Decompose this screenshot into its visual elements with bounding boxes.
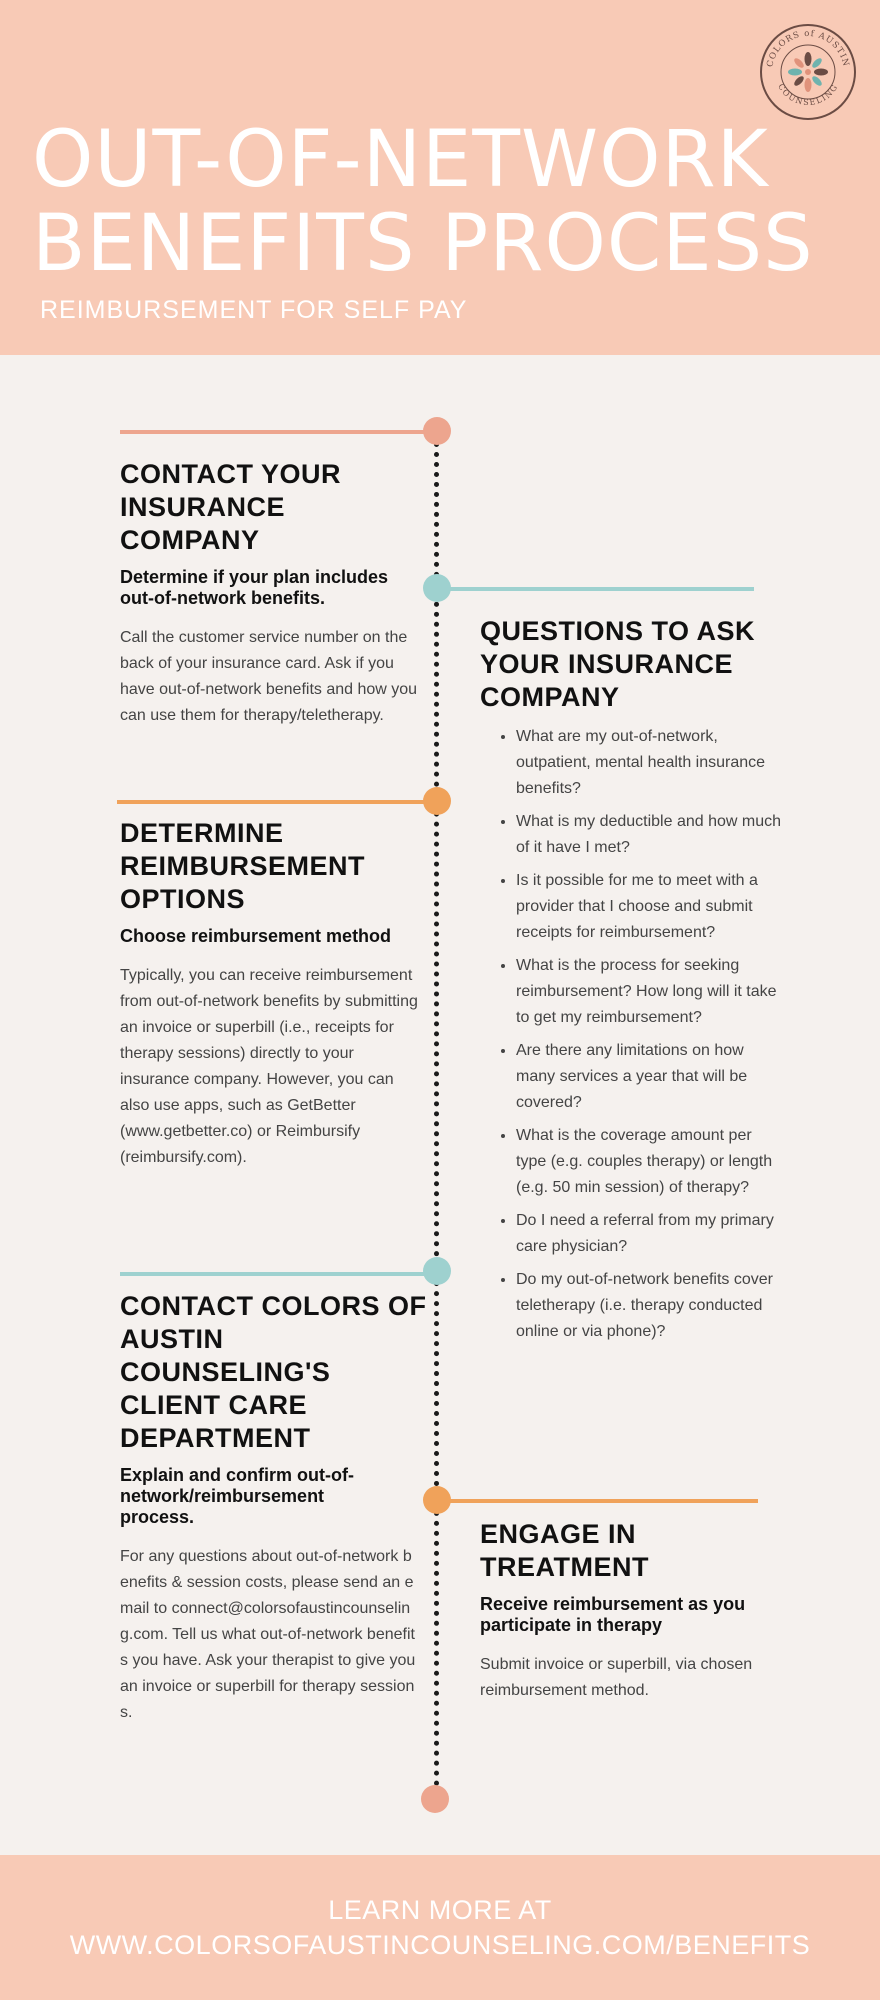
footer-website-link[interactable]: WWW.COLORSOFAUSTINCOUNSELING.COM/BENEFITS xyxy=(69,1930,811,1960)
timeline-end-dot xyxy=(421,1785,449,1813)
list-item: • What is my deductible and how much of it have I met? xyxy=(516,809,785,861)
list-item: • What is the coverage amount per type (e.g. couples therapy) or length (e.g. 50 min session) of therapy? xyxy=(516,1123,785,1201)
page-title xyxy=(32,115,814,289)
step-engage xyxy=(480,1518,780,1704)
list-item: • Is it possible for me to meet with a provider that I choose and submit receipts for reimbursement? xyxy=(516,868,785,946)
step-body: For any questions about out-of-network benefits & session costs, please send an email to connect@colorsofaustincounseling.com. Tell us what out-of-network benefits you have. Ask your therapist to give you an invoice or superbill for therapy sessions. xyxy=(120,1548,416,1721)
questions-list xyxy=(480,724,785,1345)
step-title: DETERMINE REIMBURSEMENT OPTIONS xyxy=(120,818,366,914)
list-item: • Are there any limitations on how many services a year that will be covered? xyxy=(516,1038,785,1116)
step-title: QUESTIONS TO ASK YOUR INSURANCE COMPANY xyxy=(480,616,756,712)
step-contact-colors xyxy=(120,1290,438,1726)
footer-banner xyxy=(0,1855,880,2000)
connector-engage xyxy=(440,1499,758,1503)
logo-ring-bottom-text: COUNSELING xyxy=(776,82,840,108)
step-subtitle: Determine if your plan includes out-of-network benefits. xyxy=(120,567,389,608)
step-subtitle: Receive reimbursement as you participate in therapy xyxy=(480,1594,746,1635)
footer-learn-more: LEARN MORE AT xyxy=(328,1895,552,1925)
step-questions xyxy=(480,615,785,1352)
list-item: • What is the process for seeking reimbursement? How long will it take to get my reimbursement? xyxy=(516,953,785,1031)
connector-questions xyxy=(440,587,754,591)
timeline-dot-determine-options xyxy=(423,787,451,815)
list-item: • What are my out-of-network, outpatient, mental health insurance benefits? xyxy=(516,724,785,802)
colors-of-austin-logo[interactable] xyxy=(758,22,858,122)
step-determine-options xyxy=(120,817,420,1171)
timeline-dot-questions xyxy=(423,574,451,602)
step-title: CONTACT COLORS OF AUSTIN COUNSELING'S CLIENT CARE DEPARTMENT xyxy=(120,1291,427,1453)
page-title-line1: OUT-OF-NETWORK xyxy=(32,115,769,205)
timeline-dot-contact-insurance xyxy=(423,417,451,445)
page-title-line2: BENEFITS PROCESS xyxy=(32,199,814,289)
step-title: CONTACT YOUR INSURANCE COMPANY xyxy=(120,459,341,555)
connector-contact-insurance xyxy=(120,430,436,434)
step-body: Call the customer service number on the back of your insurance card. Ask if you have out-of-network benefits and how you can use them for therapy/teletherapy. xyxy=(120,629,418,724)
connector-contact-colors xyxy=(120,1272,436,1276)
step-contact-insurance xyxy=(120,458,420,729)
step-subtitle: Choose reimbursement method xyxy=(120,926,392,946)
list-item: • Do I need a referral from my primary care physician? xyxy=(516,1208,785,1260)
logo-ring-top-text: COLORS of AUSTIN xyxy=(765,28,851,69)
header-banner xyxy=(0,0,880,355)
step-subtitle: Explain and confirm out-of-network/reimbursement process. xyxy=(120,1465,354,1527)
timeline-dot-contact-colors xyxy=(423,1257,451,1285)
step-body: Typically, you can receive reimbursement from out-of-network benefits by submitting an invoice or superbill (i.e., receipts for therapy sessions) directly to your insurance company. However, you can also use apps, such as GetBetter (www.getbetter.co) or Reimbursify (reimbursify.com). xyxy=(120,967,418,1166)
list-item: • Do my out-of-network benefits cover teletherapy (i.e. therapy conducted online or via phone)? xyxy=(516,1267,785,1345)
step-body: Submit invoice or superbill, via chosen reimbursement method. xyxy=(480,1656,753,1699)
flower-mark-icon xyxy=(758,22,858,122)
connector-determine-options xyxy=(117,800,437,804)
step-title: ENGAGE IN TREATMENT xyxy=(480,1519,649,1582)
page-subtitle: REIMBURSEMENT FOR SELF PAY xyxy=(40,296,468,324)
